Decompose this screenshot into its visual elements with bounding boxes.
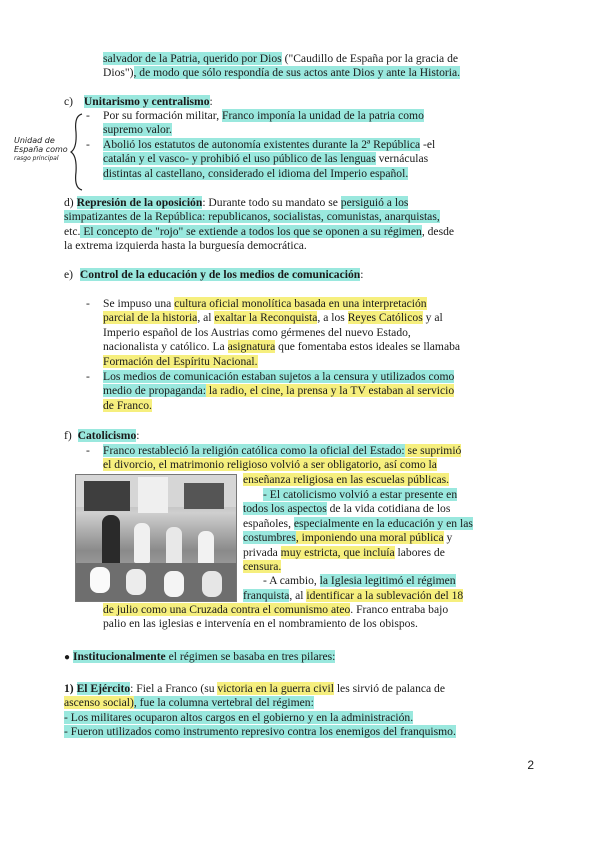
- f-b1-highlight-2: se suprimió: [404, 444, 462, 457]
- c-b1-text: Por su formación militar,: [103, 109, 222, 122]
- f-b1-highlight-1: Franco restableció la religión católica como la oficial del Estado:: [103, 444, 405, 457]
- classroom-photo: [75, 474, 237, 602]
- d-text-4: , desde: [421, 224, 455, 238]
- section-c-heading: [64, 95, 213, 109]
- section-c-title: Unitarismo y centralismo: [83, 95, 210, 108]
- section-c-bullet-2: - Abolió los estatutos de autonomía existentes durante la 2ª República -el catalán y el vasco- y prohibió el uso público de las lenguas vernáculas distintas al castellano, considerado el idioma del Imperio español.: [86, 138, 436, 180]
- e-b2-highlight-2: medio de propaganda:: [103, 384, 207, 398]
- army-text-2: les sirvió de palanca de: [333, 682, 446, 695]
- section-e-letter: e): [64, 268, 74, 281]
- c-b2-highlight-3: y prohibió el uso público de las lenguas: [188, 152, 376, 166]
- e-b1-text-2: , al: [197, 311, 215, 325]
- bullet-icon: ●: [64, 652, 71, 663]
- f-p3-text-3: . Franco entraba bajo: [350, 603, 449, 616]
- section-d: [64, 196, 534, 254]
- c-b1-highlight-2: supremo valor.: [103, 123, 172, 137]
- institutional-heading: [64, 650, 335, 665]
- e-b1-highlight-5: asignatura: [227, 340, 276, 354]
- section-f-closing: [103, 603, 534, 632]
- army-highlight-4: - Los militares ocuparon altos cargos en el gobierno y en la administración.: [64, 710, 414, 724]
- section-f-letter: f): [64, 429, 72, 442]
- e-b2-highlight-4: de Franco.: [103, 398, 152, 412]
- f-p2-text-1: de la vida cotidiana de los: [326, 502, 451, 516]
- army-highlight-5: - Fueron utilizados como instrumento represivo contra los enemigos del franquismo.: [64, 725, 456, 739]
- intro-highlight-2: , de modo que sólo respondía de sus actos ante Dios y ante la Historia.: [133, 66, 460, 80]
- section-f-colon: :: [136, 429, 140, 442]
- f-p2-highlight-1: - El catolicismo volvió a estar presente en: [263, 488, 458, 501]
- handwritten-note: [14, 136, 72, 163]
- intro-text-1: ("Caudillo de España por la gracia de: [281, 52, 459, 65]
- f-p2-text-2: españoles,: [243, 516, 294, 530]
- section-f-bullet-1: - Franco restableció la religión católica como la oficial del Estado: se suprimió el divorcio, el matrimonio religioso volvió a ser obligatorio, así como la: [86, 444, 462, 472]
- institutional-title: Institucionalmente: [72, 650, 166, 663]
- f-p2-text-5: labores de: [394, 545, 445, 559]
- army-highlight-2: ascenso social): [64, 696, 134, 710]
- e-b1-highlight-1: cultura oficial monolítica basada en una interpretación: [174, 297, 427, 310]
- e-b1-text-3: , a los: [317, 311, 348, 325]
- section-c-letter: c): [64, 95, 74, 108]
- c-b2-highlight: Abolió los estatutos de autonomía existentes durante la 2ª República: [103, 138, 421, 151]
- intro-paragraph: [103, 52, 533, 81]
- d-text-1: : Durante todo su mandato se: [202, 196, 341, 209]
- section-e-bullet-2: - Los medios de comunicación estaban sujetos a la censura y utilizados como medio de propaganda: la radio, el cine, la prensa y la TV estaban al servicio de Franco.: [86, 370, 455, 412]
- f-b1-highlight-4: , el matrimonio religioso volvió a ser obligatorio, así como la: [152, 458, 437, 472]
- f-p2-text-4: privada: [243, 545, 281, 559]
- e-b1-highlight-3: exaltar la Reconquista: [214, 311, 318, 325]
- f-p3-highlight-4: de julio como una Cruzada contra el comunismo ateo: [103, 603, 351, 616]
- intro-highlight-1: salvador de la Patria, querido por Dios: [103, 52, 282, 65]
- e-b1-highlight-2: parcial de la historia: [103, 311, 198, 325]
- d-text-3: etc.: [64, 224, 81, 238]
- e-b1-text-6: nacionalista y católico. La: [103, 340, 228, 354]
- army-title: El Ejército: [76, 682, 131, 695]
- f-b1-highlight-5: enseñanza religiosa en las escuelas públicas.: [243, 473, 450, 486]
- f-p2-highlight-4: costumbres: [243, 531, 296, 545]
- f-p2-highlight-3: especialmente en la educación y en las: [293, 516, 473, 530]
- e-b2-highlight-1: Los medios de comunicación estaban sujetos a la censura y utilizados como: [103, 370, 455, 383]
- section-e-heading: [64, 268, 363, 282]
- section-c-bullet-1: - Por su formación militar, Franco imponía la unidad de la patria como supremo valor.: [86, 109, 424, 137]
- f-p3-text-1: - A cambio,: [263, 574, 320, 588]
- c-b1-highlight: Franco imponía la unidad de la patria como: [222, 109, 424, 122]
- e-b1-highlight-6: Formación del Espíritu Nacional.: [103, 354, 258, 368]
- c-b2-text: -el: [420, 138, 436, 151]
- d-highlight-1: persiguió a los: [340, 196, 409, 209]
- e-b1-text-1: Se impuso una: [103, 297, 175, 310]
- note-line-3: rasgo principal: [14, 155, 59, 162]
- section-e-bullet-1: - Se impuso una cultura oficial monolítica basada en una interpretación parcial de la historia, al exaltar la Reconquista, a los Reyes Católicos y al Imperio español de los Austrias como gérmenes del nuevo Estado, nacionalista y católico. La asignatura que fomentaba estos ideales se llamaba Formación del Espíritu Nacional.: [86, 297, 461, 368]
- c-b2-text-2: vernáculas: [375, 152, 429, 166]
- f-enseñanza-line: [103, 473, 534, 487]
- f-p2-highlight-7: censura.: [243, 560, 282, 574]
- section-c-colon: :: [209, 95, 213, 108]
- army-highlight-1: victoria en la guerra civil: [217, 682, 334, 695]
- f-p3-highlight-3: identificar a la sublevación del 18: [306, 588, 464, 602]
- e-b1-text-4: y al: [422, 311, 443, 325]
- intro-text-2: Dios"): [103, 66, 134, 80]
- section-e-title: Control de la educación y de los medios de comunicación: [79, 268, 361, 281]
- d-text-5: la extrema izquierda hasta la burguesía democrática.: [64, 239, 307, 253]
- f-p2-highlight-6: muy estricta, que incluía: [280, 545, 395, 559]
- section-f-title: Catolicismo: [77, 429, 137, 442]
- c-b2-highlight-4: distintas al castellano, considerado el idioma del Imperio español.: [103, 166, 409, 180]
- f-p3-highlight-2: franquista: [243, 588, 290, 602]
- army-text-1: : Fiel a Franco (su: [130, 682, 218, 695]
- army-number: 1): [64, 682, 74, 695]
- e-b1-text-7: que fomentaba estos ideales se llamaba: [275, 340, 461, 354]
- f-p2-highlight-5: , imponiendo una moral pública: [295, 531, 444, 545]
- section-d-title: Represión de la oposición: [76, 196, 203, 209]
- section-f-paragraph-2: [243, 488, 534, 603]
- f-p3-highlight-1: la Iglesia legitimó el régimen: [319, 574, 456, 588]
- e-b2-highlight-3: la radio, el cine, la prensa y la TV estaban al servicio: [206, 384, 455, 398]
- section-e-colon: :: [360, 268, 364, 281]
- d-highlight-3: El concepto de "rojo" se extiende a todos los que se oponen a su régimen: [80, 224, 422, 238]
- note-line-1: Unidad de: [14, 136, 55, 145]
- e-b1-highlight-4: Reyes Católicos: [347, 311, 423, 325]
- page-number: 2: [527, 758, 534, 772]
- institutional-text: el régimen se basaba en tres pilares:: [165, 650, 336, 663]
- f-b1-highlight-3: el divorcio: [103, 458, 153, 472]
- army-highlight-3: , fue la columna vertebral del régimen:: [133, 696, 314, 710]
- f-p2-text-3: y: [443, 531, 453, 545]
- f-p2-highlight-2: todos los aspectos: [243, 502, 327, 516]
- c-b2-highlight-2: catalán y el vasco-: [103, 152, 189, 166]
- section-d-letter: d): [64, 196, 74, 209]
- f-p3-text-2: , al: [289, 588, 307, 602]
- note-line-2: España como: [14, 145, 68, 154]
- section-f-heading: [64, 429, 139, 443]
- d-highlight-2: simpatizantes de la República: republicanos, socialistas, comunistas, anarquistas,: [64, 210, 440, 224]
- f-p3-text-4: palio en las iglesias e intervenía en el nombramiento de los obispos.: [103, 617, 418, 631]
- e-b1-text-5: Imperio español de los Austrias como gérmenes del nuevo Estado,: [103, 325, 411, 339]
- army-section: [64, 682, 534, 740]
- brace-icon: [70, 112, 84, 192]
